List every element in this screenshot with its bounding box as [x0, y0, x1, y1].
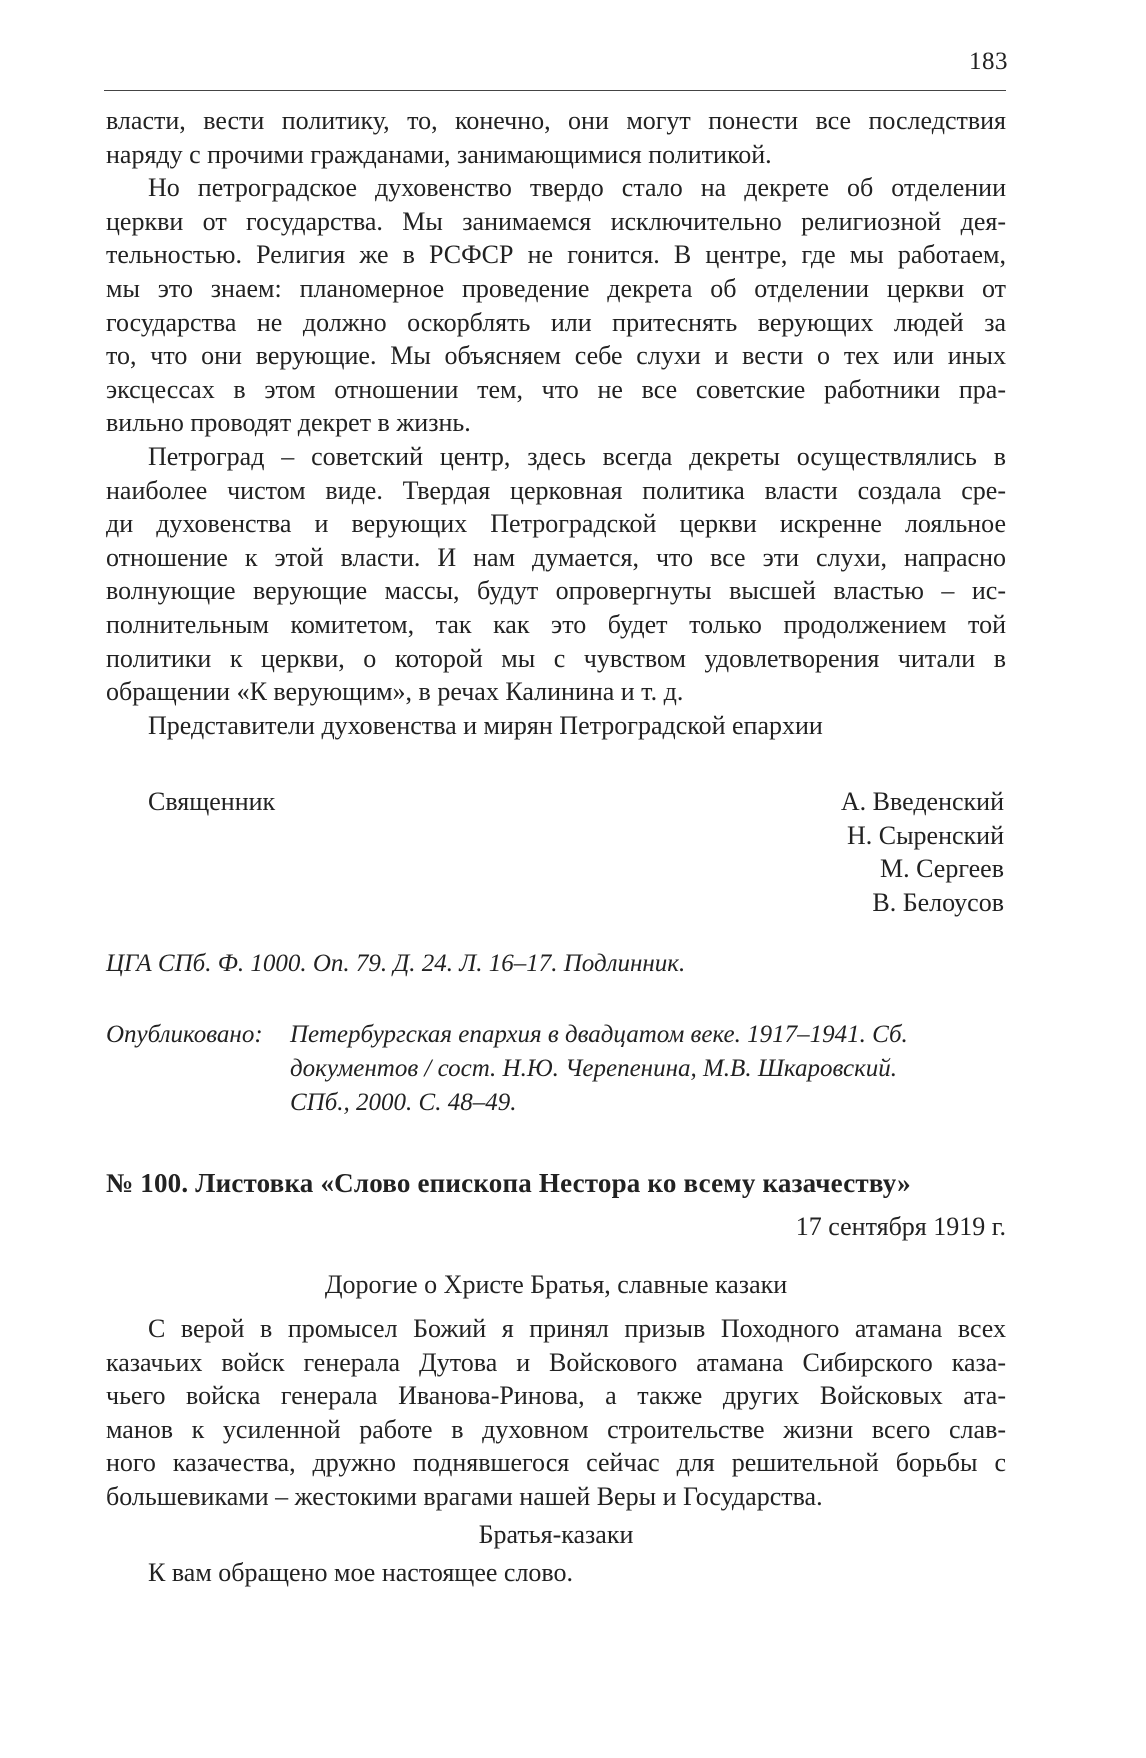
closing-line: К вам обращено мое настоящее слово. — [148, 1558, 574, 1587]
text-line: то, что они верующие. Мы объясняем себе слухи и вести о тех или иных — [106, 341, 1006, 371]
text-line: эксцессах в этом отношении тем, что не все советские работники пра- — [106, 374, 1006, 404]
text-line: государства не должно оскорблять или притеснять верующих людей за — [106, 307, 1006, 337]
text-line: политики к церкви, о которой мы с чувством удовлетворения читали в — [106, 643, 1006, 673]
text-line: мы это знаем: планомерное проведение декрета об отделении церкви от — [106, 273, 1006, 303]
paragraph-2 — [106, 171, 1006, 440]
signatory-names — [841, 785, 1004, 919]
text-line: власти, вести политику, то, конечно, они могут понести все последствия — [106, 106, 1006, 135]
header-rule — [104, 90, 1006, 91]
page-number: 183 — [969, 48, 1008, 75]
text-line: Петроград – советский центр, здесь всегда декреты осуществлялись в — [148, 441, 1006, 471]
archive-reference: ЦГА СПб. Ф. 1000. Оп. 79. Д. 24. Л. 16–17. Подлинник. — [106, 950, 686, 977]
paragraph-1 — [106, 104, 1006, 171]
text-line: отношение к этой власти. И нам думается, что все эти слухи, напрасно — [106, 542, 1006, 572]
text-line: ного казачества, дружно поднявшегося сейчас для решительной борьбы с — [106, 1448, 1006, 1478]
text-line: Но петроградское духовенство твердо стало на декрете об отделении — [148, 173, 1006, 203]
signatory-name: Н. Сыренский — [846, 820, 1004, 850]
publication-line: Петербургская епархия в двадцатом веке. 1917–1941. Сб. — [290, 1021, 908, 1048]
signatory-name: М. Сергеев — [880, 854, 1004, 884]
publication-line: документов / сост. Н.Ю. Черепенина, М.В. Шкаровский. — [290, 1055, 898, 1082]
document-heading: № 100. Листовка «Слово епископа Нестора ко всему казачеству» — [106, 1168, 911, 1198]
address-line: Братья-казаки — [478, 1520, 634, 1549]
text-line: наиболее чистом виде. Твердая церковная политика власти создала сре- — [106, 475, 1006, 505]
text-line: полнительным комитетом, так как это будет только продолжением той — [106, 609, 1006, 639]
text-line: С верой в промысел Божий я принял призыв Походного атамана всех — [148, 1314, 1006, 1343]
text-line: Представители духовенства и мирян Петроградской епархии — [148, 710, 823, 740]
salutation: Дорогие о Христе Братья, славные казаки — [324, 1270, 788, 1299]
letter-paragraph — [106, 1312, 1006, 1514]
text-line: церкви от государства. Мы занимаемся исключительно религиозной дея- — [106, 206, 1006, 236]
letter-body — [106, 1312, 1006, 1514]
publication-line: СПб., 2000. С. 48–49. — [290, 1089, 517, 1116]
text-line: чьего войска генерала Иванова-Ринова, а также других Войсковых ата- — [106, 1381, 1006, 1411]
body-text — [106, 104, 1006, 742]
text-line: казачьих войск генерала Дутова и Войскового атамана Сибирского каза- — [106, 1347, 1006, 1377]
text-line: ди духовенства и верующих Петроградской церкви искренне лояльное — [106, 509, 1006, 539]
text-line: вильно проводят декрет в жизнь. — [106, 408, 471, 438]
text-line: тельностью. Религия же в РСФСР не гонится. В центре, где мы работаем, — [106, 240, 1006, 270]
document-date: 17 сентября 1919 г. — [795, 1212, 1006, 1241]
text-line: наряду с прочими гражданами, занимающимися политикой. — [106, 139, 772, 169]
publication-label: Опубликовано: — [106, 1021, 263, 1048]
signatory-title: Священник — [148, 787, 276, 816]
paragraph-4 — [106, 709, 1006, 743]
signatory-name: В. Белоусов — [872, 887, 1004, 917]
text-line: волнующие верующие массы, будут опровергнуты высшей властью – ис- — [106, 576, 1006, 606]
text-line: большевиками – жестокими врагами нашей Веры и Государства. — [106, 1481, 823, 1511]
text-line: обращении «К верующим», в речах Калинина и т. д. — [106, 677, 684, 707]
signatory-name: А. Введенский — [840, 787, 1004, 816]
paragraph-3 — [106, 440, 1006, 709]
publication-lines — [290, 1018, 1006, 1120]
text-line: манов к усиленной работе в духовном строительстве жизни всего слав- — [106, 1414, 1006, 1444]
